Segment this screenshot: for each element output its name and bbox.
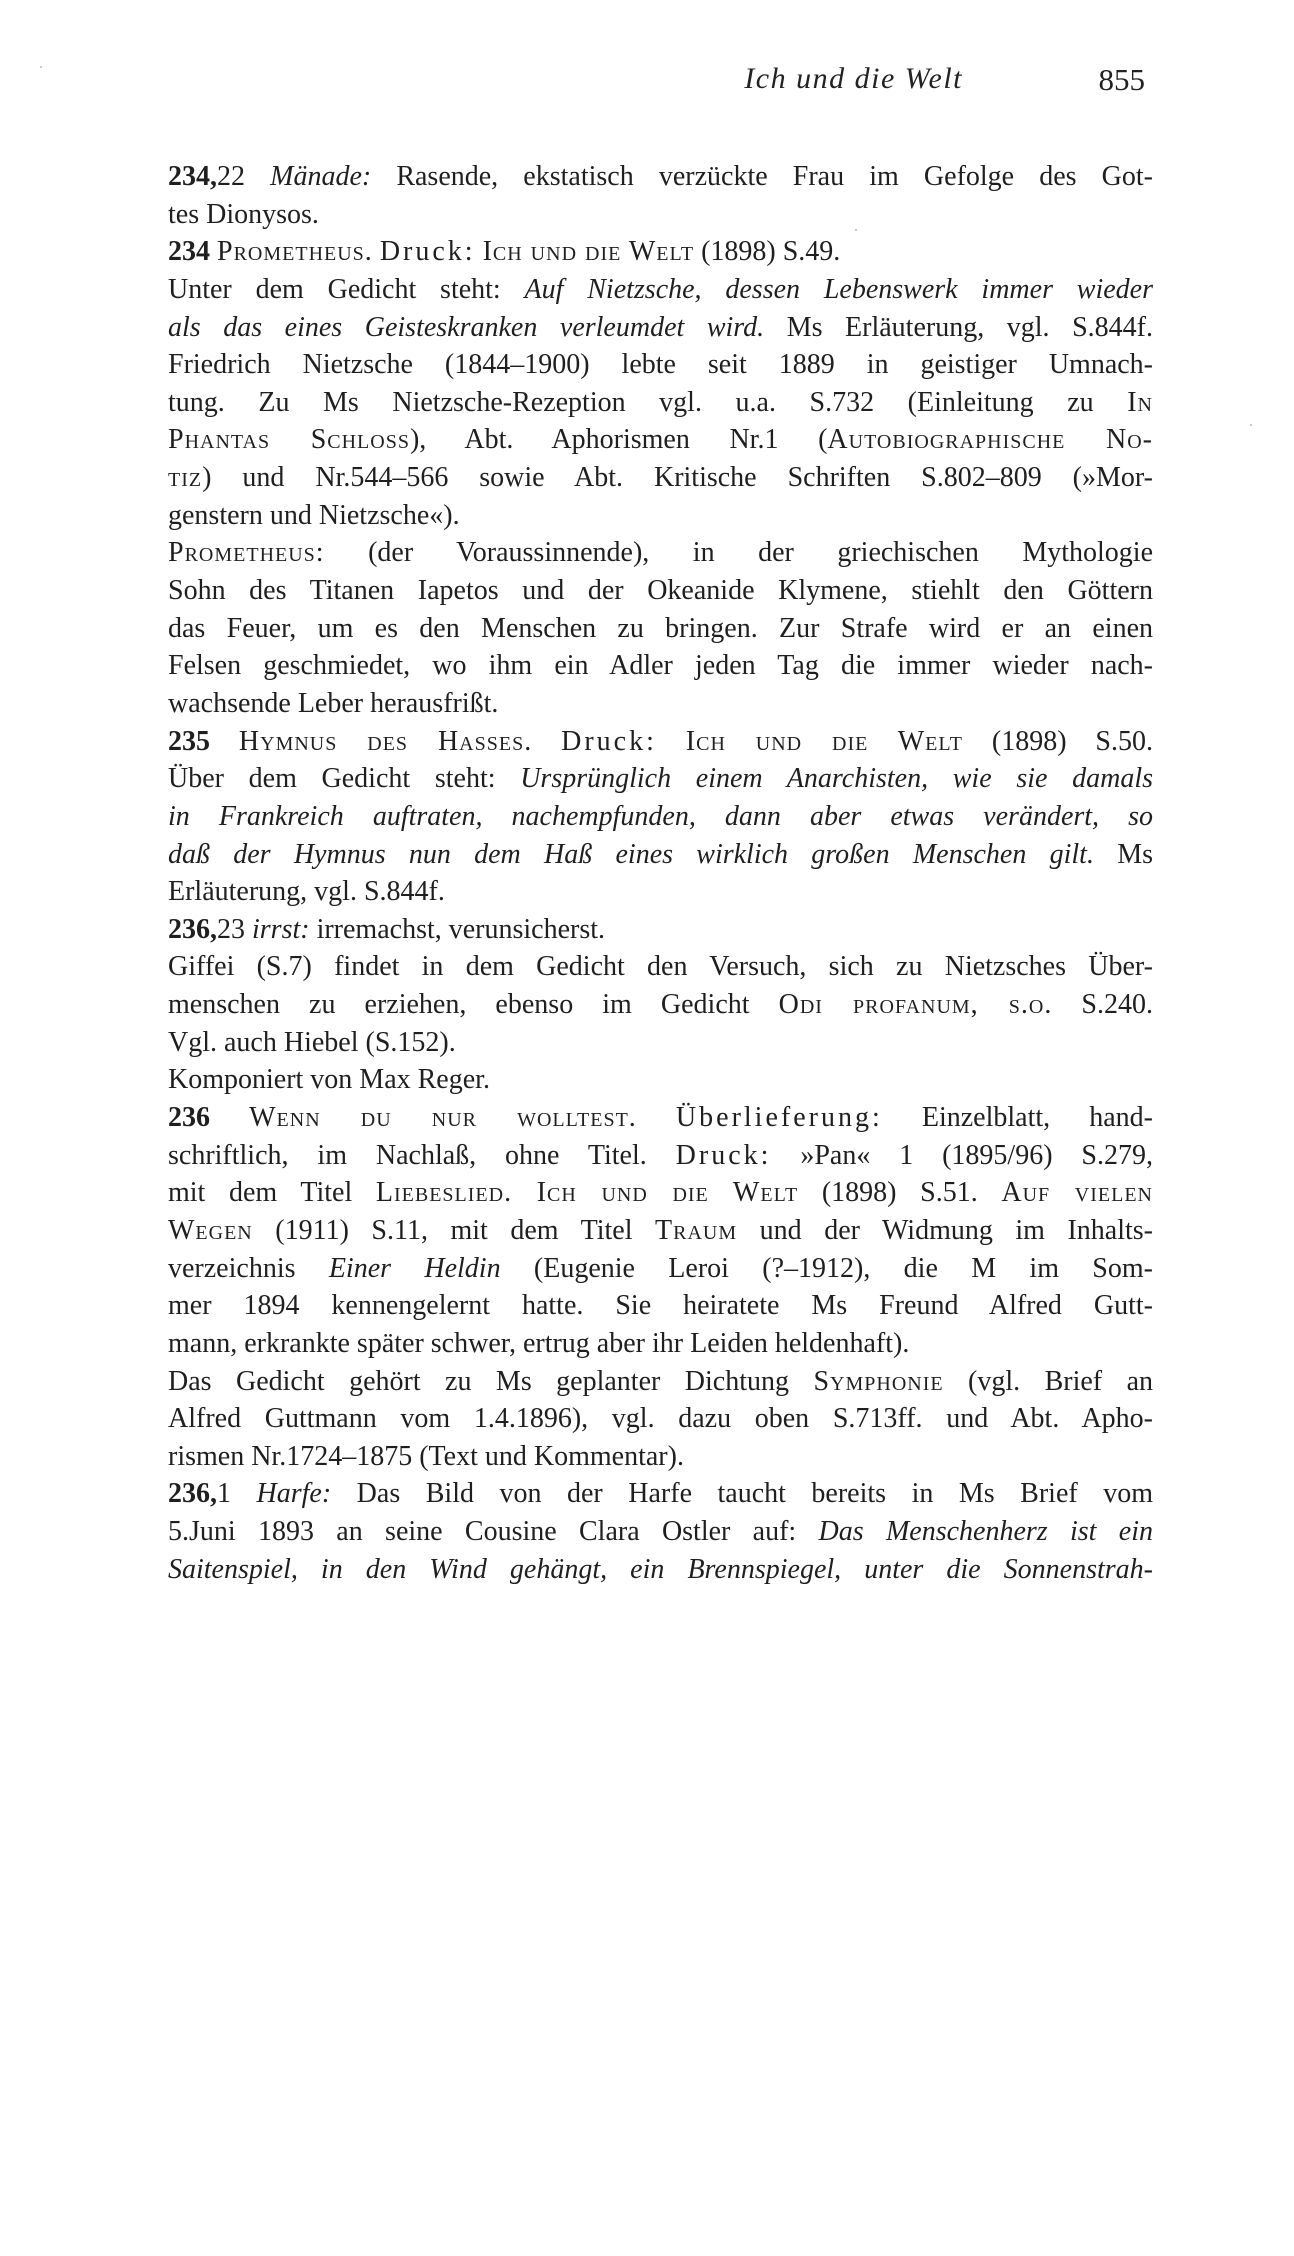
- text-run: verzeichnis: [168, 1252, 329, 1284]
- page-number: 855: [1098, 62, 1145, 97]
- small-caps-run: Wegen: [168, 1214, 253, 1246]
- text-line: [168, 1061, 1153, 1099]
- scan-speck: [1250, 424, 1252, 426]
- text-run: S.240.: [1052, 989, 1153, 1021]
- text-line: [168, 1099, 1153, 1137]
- running-title: Ich und die Welt: [744, 62, 963, 95]
- text-run: wachsende Leber herausfrißt.: [168, 687, 499, 719]
- text-run: (der Voraussinnende), in der griechischen Mythologie: [324, 537, 1153, 569]
- text-run: ), Abt. Aphorismen Nr.1 (: [409, 424, 828, 456]
- italic-run: als das eines Geisteskranken verleumdet wird.: [168, 311, 765, 343]
- small-caps-run: Phantas Schloss: [168, 424, 410, 456]
- text-run: schriftlich, im Nachlaß, ohne Titel.: [168, 1139, 676, 1171]
- text-run: 23: [217, 913, 252, 945]
- text-line: [168, 798, 1153, 836]
- text-line: [168, 309, 1153, 347]
- text-run: Alfred Guttmann vom 1.4.1896), vgl. dazu oben S.713ff. und Abt. Apho-: [168, 1403, 1153, 1435]
- italic-run: in Frankreich auftraten, nachempfunden, dann aber etwas verändert, so: [168, 800, 1153, 832]
- text-run: (vgl. Brief an: [943, 1365, 1154, 1397]
- text-line: [168, 873, 1153, 911]
- text-line: [168, 1325, 1153, 1363]
- entry-number: 234: [168, 236, 217, 268]
- text-line: [168, 497, 1153, 535]
- commentary-text: [168, 158, 1153, 1588]
- small-caps-run: Auf vielen: [1001, 1177, 1153, 1209]
- text-run: mer 1894 kennengelernt hatte. Sie heiratete Ms Freund Alfred Gutt-: [168, 1290, 1153, 1322]
- text-run: (1898) S.49.: [694, 236, 841, 268]
- small-caps-run: Prometheus:: [168, 537, 325, 569]
- text-line: [168, 271, 1153, 309]
- italic-run: Auf Nietzsche, dessen Lebenswerk immer wieder: [524, 273, 1153, 305]
- small-caps-run: Hymnus des Hasses.: [238, 725, 533, 757]
- text-run: [476, 236, 483, 267]
- text-line: [168, 421, 1153, 459]
- italic-run: Saitenspiel, in den Wind gehängt, ein Brennspiegel, unter die Sonnenstrah-: [168, 1553, 1153, 1585]
- italic-run: Ursprünglich einem Anarchisten, wie sie damals: [520, 763, 1153, 795]
- text-line: [168, 723, 1153, 761]
- text-run: Vgl. auch Hiebel (S.152).: [168, 1026, 456, 1058]
- scan-speck: [855, 229, 857, 231]
- spaced-label: Druck:: [675, 1139, 772, 1171]
- text-line: [168, 1174, 1153, 1212]
- spaced-label: Druck:: [561, 725, 657, 757]
- text-line: [168, 760, 1153, 798]
- text-line: [168, 1212, 1153, 1250]
- italic-run: Einer Heldin: [328, 1252, 501, 1284]
- entry-number: 236,: [168, 913, 217, 945]
- entry-number: 234,: [168, 161, 217, 192]
- italic-run: irrst:: [252, 913, 310, 945]
- text-line: [168, 911, 1153, 949]
- text-line: [168, 1287, 1153, 1325]
- text-run: Rasende, ekstatisch verzückte Frau im Gefolge des Got-: [371, 161, 1153, 192]
- entry-number: 236: [168, 1102, 250, 1134]
- text-run: 22: [217, 161, 271, 192]
- text-run: [373, 236, 380, 267]
- text-line: [168, 1513, 1153, 1551]
- spaced-label: Überlieferung:: [675, 1102, 883, 1134]
- text-run: tung. Zu Ms Nietzsche-Rezeption vgl. u.a. S.732 (Einleitung zu: [168, 386, 1128, 418]
- small-caps-run: In: [1127, 386, 1153, 418]
- text-line: [168, 986, 1153, 1024]
- text-run: Erläuterung, vgl. S.844f.: [168, 876, 445, 908]
- text-run: irremachst, verunsicherst.: [309, 913, 606, 945]
- small-caps-run: Prometheus.: [217, 236, 373, 268]
- text-run: ) und Nr.544–566 sowie Abt. Kritische Schriften S.802–809 (»Mor-: [202, 462, 1153, 494]
- text-run: genstern und Nietzsche«).: [168, 499, 460, 531]
- running-header: [168, 62, 1153, 102]
- italic-run: Harfe:: [256, 1478, 332, 1510]
- italic-run: Mänade:: [270, 161, 372, 192]
- text-run: (1911) S.11, mit dem Titel: [252, 1214, 656, 1246]
- text-run: (Eugenie Leroi (?–1912), die M im Som-: [500, 1252, 1153, 1284]
- text-line: [168, 1250, 1153, 1288]
- small-caps-run: Autobiographische No-: [827, 424, 1153, 456]
- text-line: [168, 948, 1153, 986]
- italic-run: daß der Hymnus nun dem Haß eines wirklich großen Menschen gilt.: [168, 838, 1094, 870]
- text-run: [637, 1102, 676, 1133]
- text-line: [168, 685, 1153, 723]
- text-line: [168, 158, 1153, 196]
- text-run: (1898) S.51.: [798, 1177, 1002, 1209]
- text-run: Einzelblatt, hand-: [882, 1102, 1154, 1134]
- small-caps-run: Wenn du nur wolltest.: [249, 1102, 637, 1134]
- small-caps-run: Symphonie: [813, 1365, 944, 1397]
- text-line: [168, 346, 1153, 384]
- text-run: und der Widmung im Inhalts-: [737, 1214, 1153, 1246]
- text-line: [168, 1363, 1153, 1401]
- text-run: Unter dem Gedicht steht:: [168, 273, 525, 305]
- text-line: [168, 384, 1153, 422]
- small-caps-run: Traum: [655, 1214, 738, 1246]
- italic-run: Das Menschenherz ist ein: [818, 1516, 1153, 1548]
- small-caps-run: tiz: [168, 462, 203, 494]
- text-line: [168, 196, 1153, 234]
- small-caps-run: Liebeslied. Ich und die Welt: [375, 1177, 799, 1209]
- text-run: 5.Juni 1893 an seine Cousine Clara Ostler auf:: [168, 1516, 819, 1548]
- text-run: Komponiert von Max Reger.: [168, 1064, 490, 1096]
- text-run: Sohn des Titanen Iapetos und der Okeanide Klymene, stiehlt den Göttern: [168, 575, 1153, 607]
- text-run: Das Bild von der Harfe taucht bereits in Ms Brief vom: [331, 1478, 1154, 1510]
- text-run: menschen zu erziehen, ebenso im Gedicht: [168, 989, 779, 1021]
- text-run: mann, erkrankte später schwer, ertrug aber ihr Leiden heldenhaft).: [168, 1327, 910, 1359]
- text-run: [532, 726, 561, 757]
- text-run: das Feuer, um es den Menschen zu bringen. Zur Strafe wird er an einen: [168, 612, 1153, 644]
- text-run: (1898) S.50.: [962, 725, 1154, 757]
- scan-speck: [40, 66, 42, 68]
- text-line: [168, 836, 1153, 874]
- text-run: Giffei (S.7) findet in dem Gedicht den Versuch, sich zu Nietzsches Über-: [168, 951, 1153, 983]
- text-run: »Pan« 1 (1895/96) S.279,: [771, 1139, 1154, 1171]
- small-caps-run: Odi profanum, s.o.: [778, 989, 1053, 1021]
- text-line: [168, 1137, 1153, 1175]
- text-run: Über dem Gedicht steht:: [168, 763, 521, 795]
- text-line: [168, 1438, 1153, 1476]
- text-line: [168, 1475, 1153, 1513]
- text-run: rismen Nr.1724–1875 (Text und Kommentar).: [168, 1440, 684, 1472]
- text-run: [657, 726, 686, 757]
- entry-number: 235: [168, 725, 239, 757]
- text-run: 1: [217, 1478, 257, 1510]
- spaced-label: Druck:: [379, 236, 476, 268]
- text-line: [168, 534, 1153, 572]
- text-run: Friedrich Nietzsche (1844–1900) lebte seit 1889 in geistiger Umnach-: [168, 349, 1153, 381]
- text-line: [168, 1024, 1153, 1062]
- small-caps-run: Ich und die Welt: [482, 236, 695, 268]
- text-run: mit dem Titel: [168, 1177, 376, 1209]
- text-line: [168, 1400, 1153, 1438]
- text-run: Das Gedicht gehört zu Ms geplanter Dichtung: [168, 1365, 814, 1397]
- text-run: Ms: [1093, 838, 1154, 870]
- text-line: [168, 572, 1153, 610]
- text-line: [168, 610, 1153, 648]
- text-run: Felsen geschmiedet, wo ihm ein Adler jeden Tag die immer wieder nach-: [168, 650, 1153, 682]
- text-run: Ms Erläuterung, vgl. S.844f.: [764, 311, 1153, 343]
- text-line: [168, 233, 1153, 271]
- entry-number: 236,: [168, 1478, 217, 1510]
- text-run: tes Dionysos.: [168, 198, 319, 230]
- text-line: [168, 1551, 1153, 1589]
- text-line: [168, 459, 1153, 497]
- text-line: [168, 647, 1153, 685]
- small-caps-run: Ich und die Welt: [685, 725, 963, 757]
